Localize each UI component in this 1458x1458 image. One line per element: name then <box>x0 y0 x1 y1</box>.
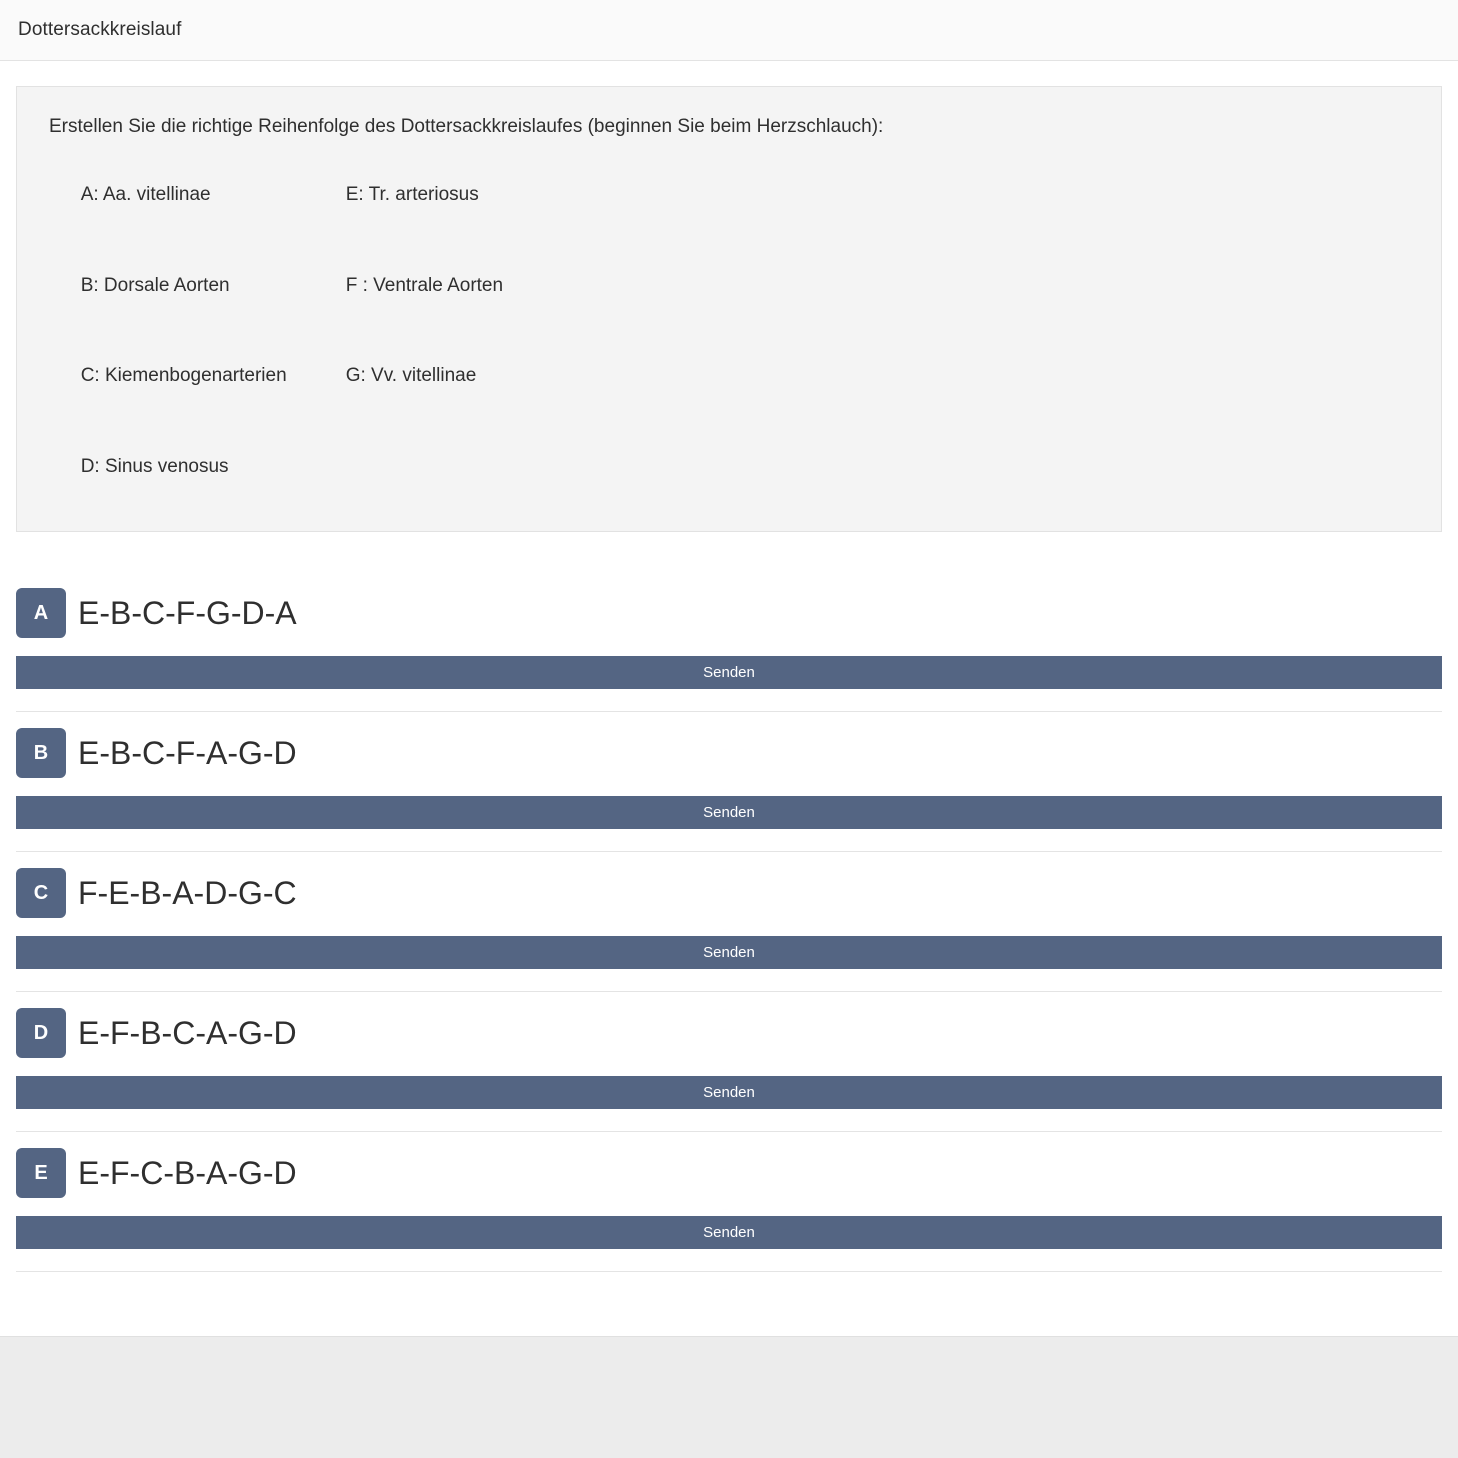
answer-option-e[interactable] <box>0 1132 1458 1272</box>
answer-option-header[interactable] <box>0 992 1458 1068</box>
send-button-b[interactable]: Senden <box>16 796 1442 829</box>
page-header <box>0 0 1458 61</box>
send-button-e[interactable]: Senden <box>16 1216 1442 1249</box>
legend-right-label: F : Ventrale Aorten <box>345 274 504 296</box>
option-answer-text: E-B-C-F-A-G-D <box>78 735 297 772</box>
option-letter-badge: D <box>16 1008 66 1058</box>
option-letter-badge: A <box>16 588 66 638</box>
send-button-d[interactable]: Senden <box>16 1076 1442 1109</box>
option-letter-badge: C <box>16 868 66 918</box>
answer-option-header[interactable] <box>0 852 1458 928</box>
option-answer-text: E-F-B-C-A-G-D <box>78 1015 297 1052</box>
option-letter-badge: B <box>16 728 66 778</box>
question-panel <box>16 86 1442 532</box>
option-letter-badge: E <box>16 1148 66 1198</box>
legend-left-label: D: Sinus venosus <box>80 455 229 477</box>
answer-options-list <box>0 572 1458 1272</box>
answer-option-d[interactable] <box>0 992 1458 1132</box>
answer-option-c[interactable] <box>0 852 1458 992</box>
option-answer-text: F-E-B-A-D-G-C <box>78 875 297 912</box>
page-title: Dottersackkreislauf <box>18 19 182 40</box>
answer-option-a[interactable] <box>0 572 1458 712</box>
answer-option-header[interactable] <box>0 712 1458 788</box>
option-divider <box>16 1271 1442 1272</box>
question-stem: Erstellen Sie die richtige Reihenfolge des Dottersackkreislaufes (beginnen Sie beim Herzschlauch): <box>49 116 884 137</box>
page-footer <box>0 1336 1458 1458</box>
answer-option-header[interactable] <box>0 572 1458 648</box>
answer-option-header[interactable] <box>0 1132 1458 1208</box>
legend-row <box>49 162 1409 230</box>
legend-left-label: A: Aa. vitellinae <box>80 184 211 206</box>
legend-row <box>49 433 1409 501</box>
send-button-c[interactable]: Senden <box>16 936 1442 969</box>
option-answer-text: E-F-C-B-A-G-D <box>78 1155 297 1192</box>
legend-right-label: E: Tr. arteriosus <box>345 184 479 206</box>
send-button-a[interactable]: Senden <box>16 656 1442 689</box>
option-answer-text: E-B-C-F-G-D-A <box>78 595 297 632</box>
answer-option-b[interactable] <box>0 712 1458 852</box>
legend-left-label: C: Kiemenbogenarterien <box>80 365 287 387</box>
legend-left-label: B: Dorsale Aorten <box>80 274 230 296</box>
legend-right-label: G: Vv. vitellinae <box>345 365 477 387</box>
legend-row <box>49 342 1409 410</box>
footer-area <box>0 1337 1458 1458</box>
legend-row <box>49 252 1409 320</box>
